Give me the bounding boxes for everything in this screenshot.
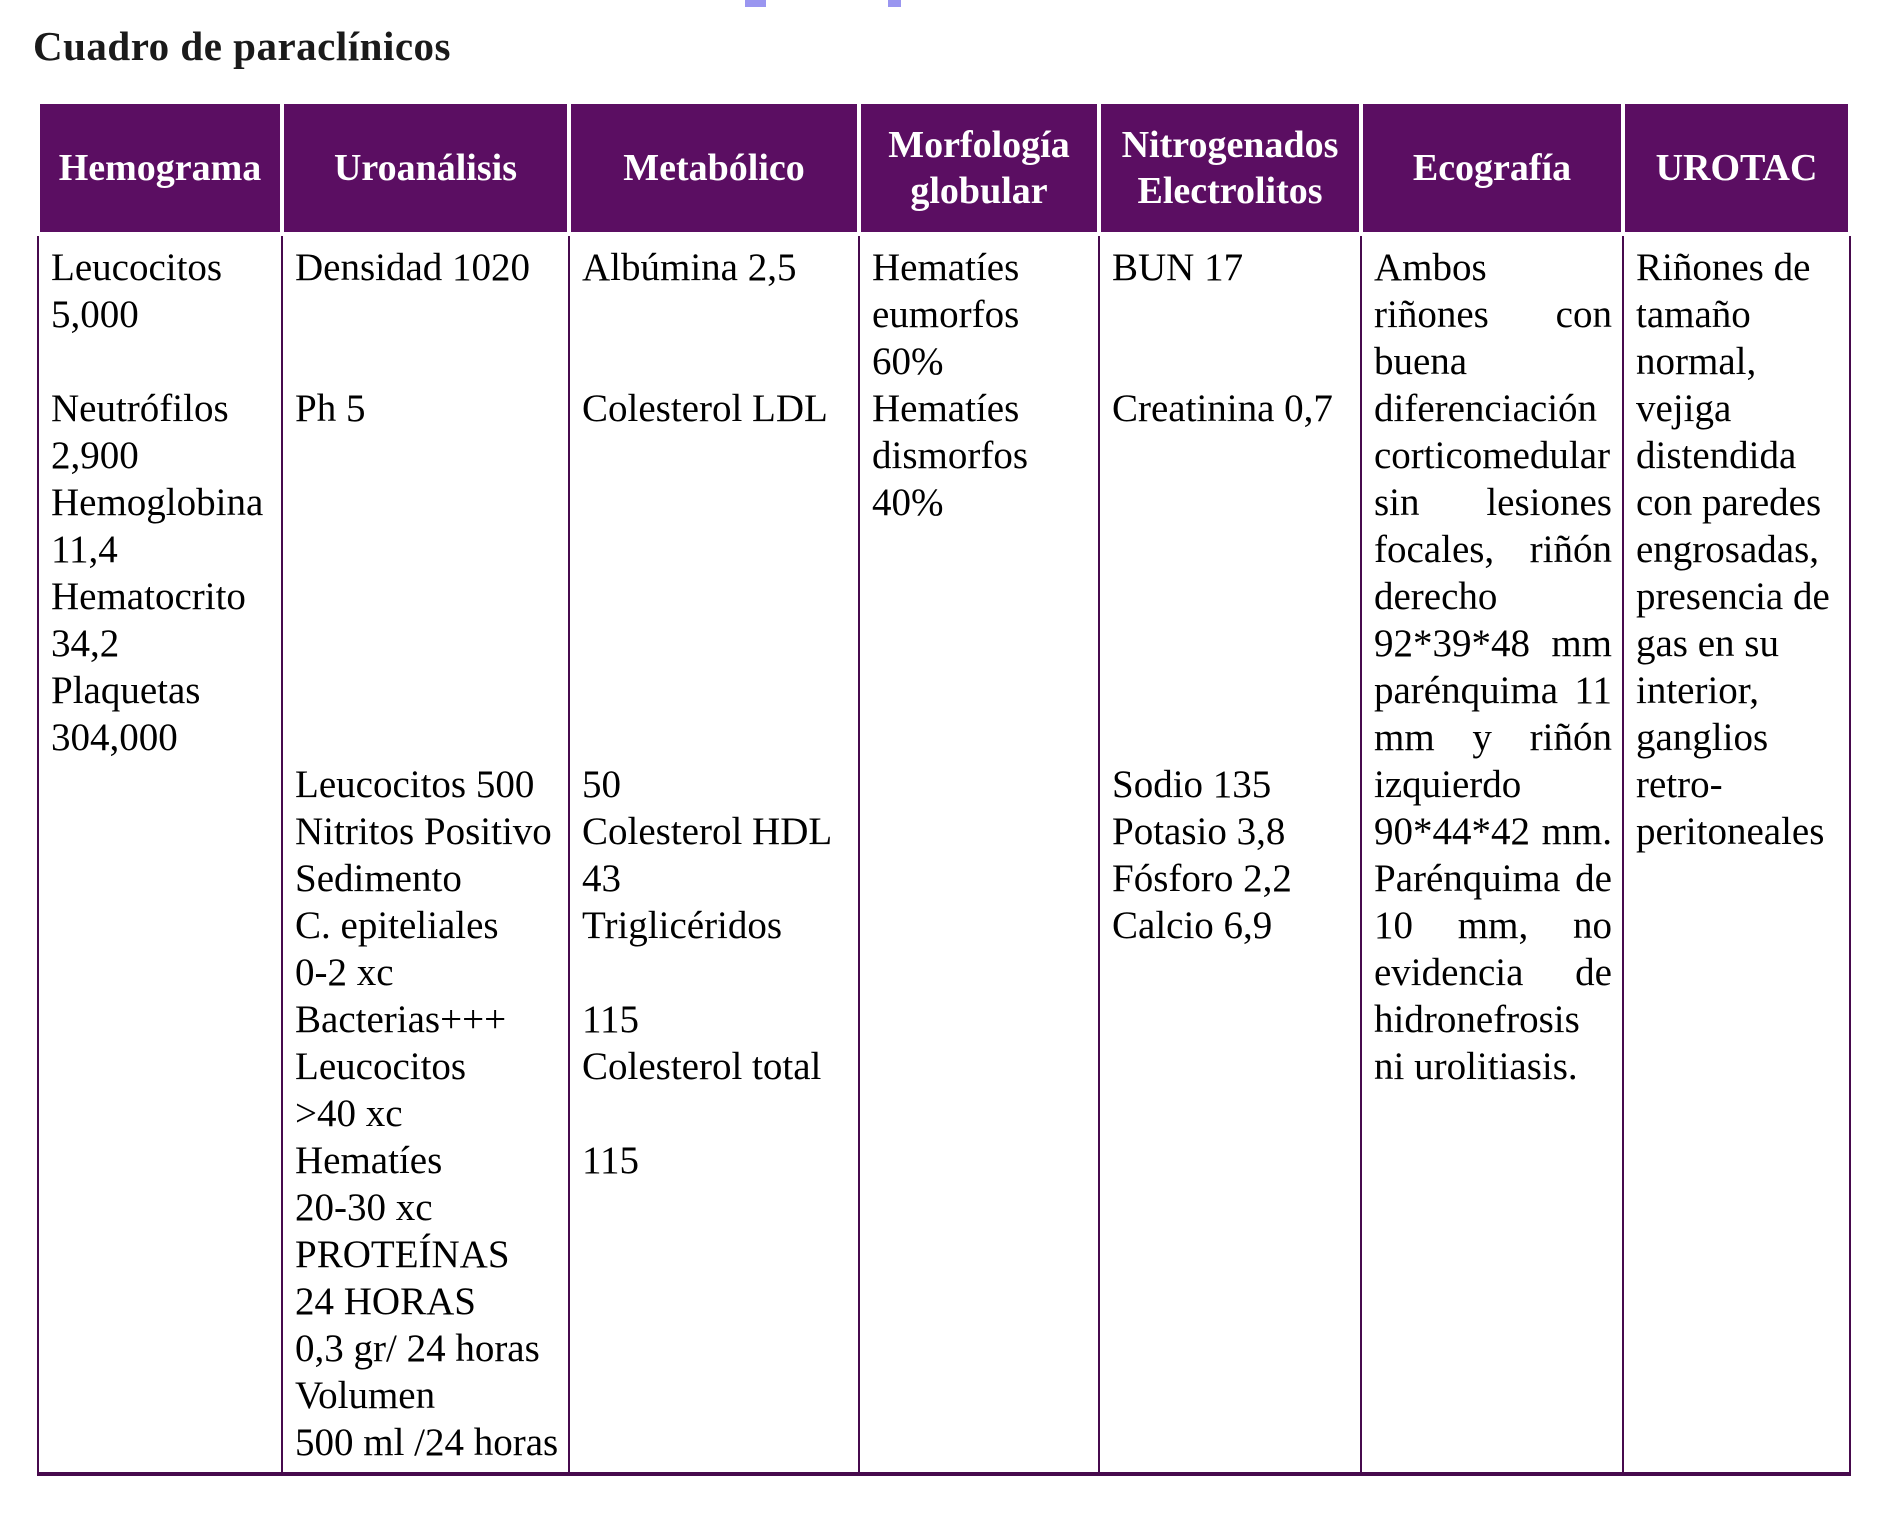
cell-line: Hematíes xyxy=(295,1139,443,1182)
cell-line: izquierdo xyxy=(1374,763,1522,806)
cell-line xyxy=(1112,573,1350,620)
cell-line: Riñones de xyxy=(1636,246,1811,289)
cell-line: peritoneales xyxy=(1636,810,1825,853)
cell-line: Colesterol total xyxy=(582,1045,822,1088)
cell-line xyxy=(295,714,558,761)
cell-line: interior, xyxy=(1636,669,1759,712)
cell-line: buena xyxy=(1374,340,1468,383)
cell-line xyxy=(1112,479,1350,526)
cell-line: Potasio 3,8 xyxy=(1112,810,1286,853)
header-ecografia: Ecografía xyxy=(1361,102,1623,234)
cell-line xyxy=(582,338,848,385)
cell-line: 304,000 xyxy=(51,716,178,759)
cell-line: ni urolitiasis. xyxy=(1374,1045,1578,1088)
cell-line: 43 xyxy=(582,857,621,900)
cell-line xyxy=(582,432,848,479)
cell-line xyxy=(295,291,558,338)
cell-line: Plaquetas xyxy=(51,669,201,712)
cell-line xyxy=(295,432,558,479)
cell-line: corticomedular xyxy=(1374,434,1611,477)
cell-line: Volumen xyxy=(295,1374,436,1417)
cell-line xyxy=(295,573,558,620)
cell-line: Hemoglobina xyxy=(51,481,264,524)
cell-line: engrosadas, xyxy=(1636,528,1820,571)
cell-metabolico xyxy=(569,234,859,1474)
cell-line: hidronefrosis xyxy=(1374,998,1580,1041)
cell-line: Hematíes xyxy=(872,246,1020,289)
cell-line: tamaño xyxy=(1636,293,1751,336)
cell-line: vejiga xyxy=(1636,387,1732,430)
cell-line xyxy=(582,479,848,526)
cropped-link-fragment xyxy=(745,0,766,7)
cell-line xyxy=(295,620,558,667)
cell-line: diferenciación xyxy=(1374,387,1598,430)
cell-line: 92*39*48 mm xyxy=(1374,622,1612,665)
cell-nitrogenados-electrolitos xyxy=(1099,234,1361,1474)
cell-line xyxy=(51,338,271,385)
header-nitrogenados-electrolitos: Nitrogenados Electrolitos xyxy=(1099,102,1361,234)
cell-line: Bacterias+++ xyxy=(295,998,507,1041)
cell-line xyxy=(295,526,558,573)
header-metabolico: Metabólico xyxy=(569,102,859,234)
body-row xyxy=(38,234,1850,1474)
cell-line: Parénquima de xyxy=(1374,857,1612,900)
cell-line: Triglicéridos xyxy=(582,904,783,947)
cell-line: Ph 5 xyxy=(295,387,366,430)
header-hemograma: Hemograma xyxy=(38,102,282,234)
cell-line: focales, riñón xyxy=(1374,528,1612,571)
cell-line: eumorfos xyxy=(872,293,1020,336)
cell-line: Densidad 1020 xyxy=(295,246,531,289)
cell-line: retro- xyxy=(1636,763,1723,806)
cell-line xyxy=(1112,338,1350,385)
cell-line: 24 HORAS xyxy=(295,1280,476,1323)
cell-line xyxy=(582,526,848,573)
cell-line xyxy=(295,338,558,385)
cell-line: 34,2 xyxy=(51,622,120,665)
header-morfologia-globular: Morfología globular xyxy=(859,102,1099,234)
cell-line: C. epiteliales xyxy=(295,904,499,947)
cell-line: Leucocitos xyxy=(295,1045,467,1088)
cell-line xyxy=(1112,432,1350,479)
cell-line: Sodio 135 xyxy=(1112,763,1272,806)
cell-line: riñones con xyxy=(1374,293,1612,336)
cell-line: Sedimento xyxy=(295,857,462,900)
cropped-link-fragment xyxy=(888,0,901,7)
cell-line: Ambos xyxy=(1374,246,1487,289)
cell-line: evidencia de xyxy=(1374,951,1612,994)
cell-line: >40 xc xyxy=(295,1092,403,1135)
cell-line xyxy=(1112,291,1350,338)
header-urotac: UROTAC xyxy=(1623,102,1850,234)
cell-line: Hematocrito xyxy=(51,575,246,618)
cell-line: Colesterol LDL xyxy=(582,387,828,430)
cell-line: gas en su xyxy=(1636,622,1779,665)
cell-line xyxy=(295,667,558,714)
cell-line xyxy=(582,573,848,620)
cell-line: Fósforo 2,2 xyxy=(1112,857,1292,900)
cell-line: Hematíes xyxy=(872,387,1020,430)
cell-line: Creatinina 0,7 xyxy=(1112,387,1333,430)
header-row xyxy=(38,102,1850,234)
cell-line: normal, xyxy=(1636,340,1757,383)
cell-line: Leucocitos 500 xyxy=(295,763,535,806)
cell-line: derecho xyxy=(1374,575,1498,618)
cell-uroanalisis xyxy=(282,234,569,1474)
cell-line xyxy=(582,949,848,996)
cell-line: 90*44*42 mm. xyxy=(1374,810,1612,853)
cell-line xyxy=(295,479,558,526)
cell-line xyxy=(582,1090,848,1137)
cell-line: 115 xyxy=(582,998,640,1041)
cell-line: 50 xyxy=(582,763,621,806)
cell-line: 500 ml /24 horas xyxy=(295,1421,559,1464)
cell-line xyxy=(1112,714,1350,761)
cell-line xyxy=(1112,620,1350,667)
cell-line: sin lesiones xyxy=(1374,481,1612,524)
cell-line: PROTEÍNAS xyxy=(295,1233,510,1276)
cell-line: 10 mm, no xyxy=(1374,904,1612,947)
cell-urotac xyxy=(1623,234,1850,1474)
cell-line: 5,000 xyxy=(51,293,139,336)
cell-line: dismorfos xyxy=(872,434,1028,477)
cell-ecografia xyxy=(1361,234,1623,1474)
cell-line: distendida xyxy=(1636,434,1797,477)
paraclinicos-table xyxy=(36,100,1852,1476)
cell-line: ganglios xyxy=(1636,716,1769,759)
cell-line xyxy=(582,667,848,714)
cell-line: Nitritos Positivo xyxy=(295,810,552,853)
cell-line: 40% xyxy=(872,481,944,524)
cell-line xyxy=(582,714,848,761)
cell-line xyxy=(1112,526,1350,573)
header-uroanalisis: Uroanálisis xyxy=(282,102,569,234)
cell-line xyxy=(1112,667,1350,714)
cell-line: con paredes xyxy=(1636,481,1822,524)
cell-line xyxy=(582,620,848,667)
cell-hemograma xyxy=(38,234,282,1474)
cell-morfologia-globular xyxy=(859,234,1099,1474)
cell-line: Albúmina 2,5 xyxy=(582,246,797,289)
cell-line: 0,3 gr/ 24 horas xyxy=(295,1327,540,1370)
cell-line: 20-30 xc xyxy=(295,1186,433,1229)
cell-line: presencia de xyxy=(1636,575,1830,618)
cell-line: mm y riñón xyxy=(1374,716,1612,759)
cell-line: Neutrófilos xyxy=(51,387,229,430)
cell-line: 2,900 xyxy=(51,434,139,477)
cell-line: parénquima 11 xyxy=(1374,669,1612,712)
cell-line: Colesterol HDL xyxy=(582,810,833,853)
page-title: Cuadro de paraclínicos xyxy=(33,23,451,69)
cell-line: Leucocitos xyxy=(51,246,223,289)
cell-line: 11,4 xyxy=(51,528,118,571)
cell-line: 60% xyxy=(872,340,944,383)
cell-line: 0-2 xc xyxy=(295,951,394,994)
cell-line xyxy=(582,291,848,338)
cell-line: Calcio 6,9 xyxy=(1112,904,1273,947)
cell-line: BUN 17 xyxy=(1112,246,1244,289)
cell-line: 115 xyxy=(582,1139,640,1182)
